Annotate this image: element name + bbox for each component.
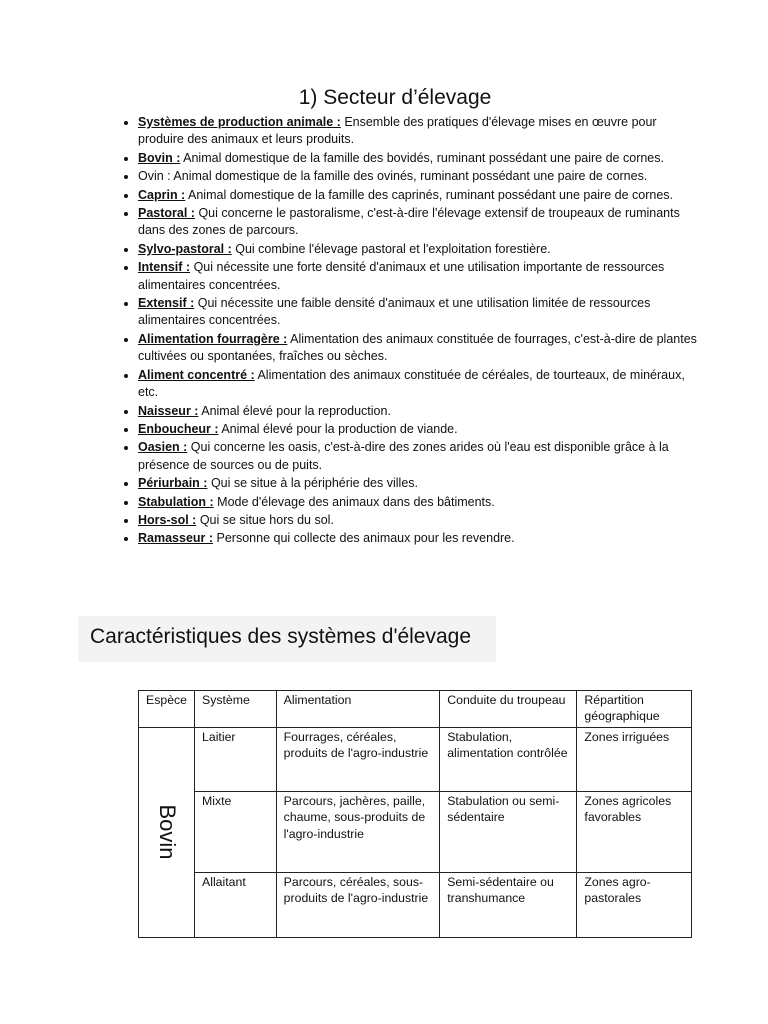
definition-text: Animal domestique de la famille des bovidés, ruminant possédant une paire de cornes. xyxy=(180,150,664,165)
definition-text: Personne qui collecte des animaux pour les revendre. xyxy=(213,531,515,546)
cell-systeme: Mixte xyxy=(195,791,277,872)
cell-repartition: Zones agro-pastorales xyxy=(577,872,692,937)
table-row xyxy=(139,872,692,937)
definition-text: Qui combine l'élevage pastoral et l'exploitation forestière. xyxy=(231,241,551,256)
list-item xyxy=(138,331,698,366)
species-label: Bovin xyxy=(154,804,180,860)
list-item xyxy=(138,205,698,240)
header-repartition: Répartition géographique xyxy=(577,691,692,728)
cell-repartition: Zones irriguées xyxy=(577,727,692,791)
list-item xyxy=(138,295,698,330)
table-row xyxy=(139,727,692,791)
definition-list xyxy=(118,114,698,549)
table-header-row xyxy=(139,691,692,728)
list-item xyxy=(138,187,698,204)
header-systeme: Système xyxy=(195,691,277,728)
page-title: 1) Secteur d’élevage xyxy=(298,86,492,109)
definition-text: Animal domestique de la famille des caprinés, ruminant possédant une paire de cornes. xyxy=(185,187,674,202)
list-item xyxy=(138,494,698,511)
definition-term: Périurbain : xyxy=(138,476,208,491)
definition-text: Qui se situe hors du sol. xyxy=(196,512,334,527)
definition-text: Qui se situe à la périphérie des villes. xyxy=(207,476,418,491)
definition-text: Animal élevé pour la reproduction. xyxy=(198,403,391,418)
section-title: Caractéristiques des systèmes d'élevage xyxy=(78,616,496,662)
species-cell xyxy=(139,727,195,937)
definition-text: Qui concerne le pastoralisme, c'est-à-dire l'élevage extensif de troupeaux de ruminants dans des zones de parcours. xyxy=(138,206,680,238)
cell-repartition: Zones agricoles favorables xyxy=(577,791,692,872)
definition-term: Alimentation fourragère : xyxy=(138,331,288,346)
cell-alimentation: Fourrages, céréales, produits de l'agro-industrie xyxy=(276,727,440,791)
header-alimentation: Alimentation xyxy=(276,691,440,728)
list-item xyxy=(138,150,698,167)
list-item xyxy=(138,530,698,547)
list-item xyxy=(138,421,698,438)
definition-text: Qui nécessite une forte densité d'animaux et une utilisation importante de ressources alimentaires concentrées. xyxy=(138,260,665,292)
definition-text: Ovin : Animal domestique de la famille des ovinés, ruminant possédant une paire de cornes. xyxy=(138,169,648,184)
definition-term: Enboucheur : xyxy=(138,421,219,436)
cell-conduite: Semi-sédentaire ou transhumance xyxy=(440,872,577,937)
definition-text: Qui concerne les oasis, c'est-à-dire des zones arides où l'eau est disponible grâce à la présence de sources ou de puits. xyxy=(138,440,669,472)
list-item xyxy=(138,439,698,474)
definition-text: Animal élevé pour la production de viande. xyxy=(218,421,458,436)
cell-systeme: Laitier xyxy=(195,727,277,791)
definition-term: Ramasseur : xyxy=(138,531,214,546)
livestock-systems-table xyxy=(138,690,692,938)
table-row xyxy=(139,791,692,872)
list-item xyxy=(138,259,698,294)
definition-term: Bovin : xyxy=(138,150,181,165)
header-espece: Espèce xyxy=(139,691,195,728)
definition-text: Ensemble des pratiques d'élevage mises en œuvre pour produire des animaux et leurs produits. xyxy=(138,115,657,147)
definition-text: Alimentation des animaux constituée de céréales, de tourteaux, de minéraux, etc. xyxy=(138,367,685,400)
list-item xyxy=(138,241,698,258)
cell-alimentation: Parcours, jachères, paille, chaume, sous-produits de l'agro-industrie xyxy=(276,791,440,872)
definition-text: Alimentation des animaux constituée de fourrages, c'est-à-dire de plantes cultivées ou spontanées, fraîches ou sèches. xyxy=(138,331,697,364)
list-item xyxy=(138,512,698,529)
definition-text: Qui nécessite une faible densité d'animaux et une utilisation limitée de ressources alimentaires concentrées. xyxy=(138,296,651,328)
definition-term: Caprin : xyxy=(138,187,186,202)
definition-term: Aliment concentré : xyxy=(138,367,255,382)
definition-term: Systèmes de production animale : xyxy=(138,115,341,129)
definition-term: Extensif : xyxy=(138,296,195,311)
definition-term: Stabulation : xyxy=(138,494,214,509)
definition-term: Intensif : xyxy=(138,260,191,275)
cell-systeme: Allaitant xyxy=(195,872,277,937)
list-item xyxy=(138,168,698,185)
header-conduite: Conduite du troupeau xyxy=(440,691,577,728)
definition-text: Mode d'élevage des animaux dans des bâtiments. xyxy=(213,494,495,509)
definition-term: Pastoral : xyxy=(138,206,195,221)
list-item xyxy=(138,114,698,149)
definition-term: Oasien : xyxy=(138,440,188,455)
list-item xyxy=(138,475,698,492)
definition-term: Naisseur : xyxy=(138,403,199,418)
definition-term: Sylvo-pastoral : xyxy=(138,241,232,256)
cell-alimentation: Parcours, céréales, sous-produits de l'agro-industrie xyxy=(276,872,440,937)
cell-conduite: Stabulation ou semi-sédentaire xyxy=(440,791,577,872)
definition-term: Hors-sol : xyxy=(138,512,197,527)
list-item xyxy=(138,367,698,402)
list-item xyxy=(138,403,698,420)
cell-conduite: Stabulation, alimentation contrôlée xyxy=(440,727,577,791)
